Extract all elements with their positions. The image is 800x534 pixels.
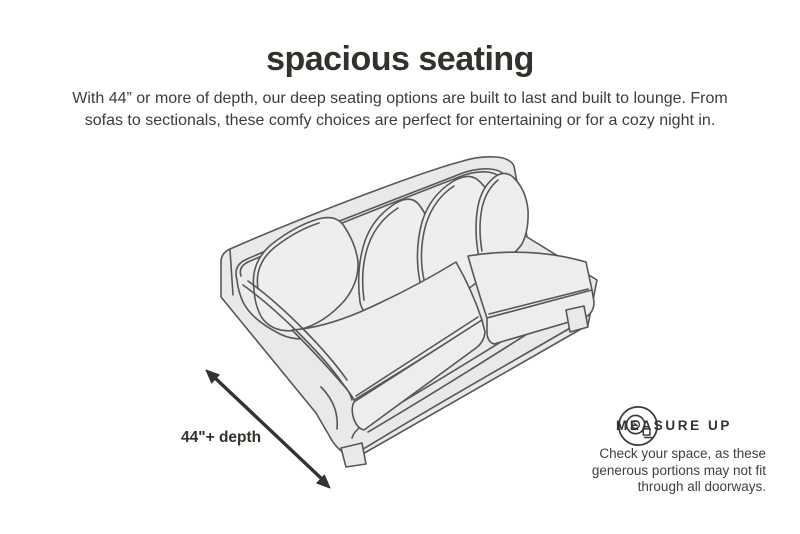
- page-title: spacious seating: [266, 40, 534, 78]
- caption-line-3: through all doorways.: [637, 479, 766, 494]
- measure-up-heading: MEASURE UP: [616, 418, 733, 433]
- depth-dimension-label: 44"+ depth: [181, 429, 262, 446]
- intro-line-1: With 44” or more of depth, our deep seating options are built to last and built to lounge. From: [72, 90, 728, 107]
- caption-line-2: generous portions may not fit: [591, 462, 766, 478]
- measure-up-caption: [560, 446, 766, 496]
- caption-line-1: Check your space, as these: [599, 446, 766, 461]
- intro-line-2: sofas to sectionals, these comfy choices are perfect for entertaining or for a cozy night in.: [84, 112, 716, 129]
